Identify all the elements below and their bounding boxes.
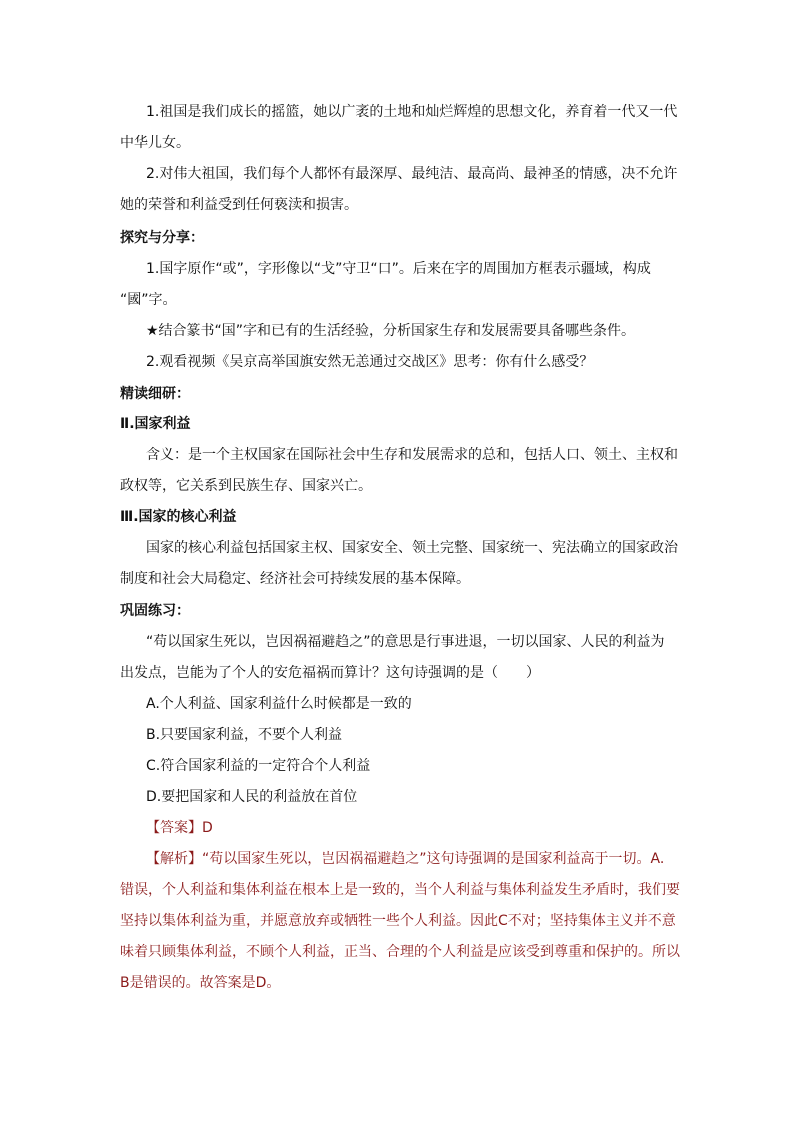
paragraph-line: ★结合篆书“国”字和已有的生活经验，分析国家生存和发展需要具备哪些条件。 bbox=[146, 323, 636, 339]
analysis-line: 【解析】“苟以国家生死以，岂因祸福避趋之”这句诗强调的是国家利益高于一切。A. bbox=[146, 851, 665, 867]
option-b: B.只要国家利益，不要个人利益 bbox=[146, 727, 343, 743]
answer-line: 【答案】D bbox=[146, 820, 213, 836]
question-line: 出发点，岂能为了个人的安危福祸而算计？这句诗强调的是（ ） bbox=[120, 665, 540, 681]
analysis-line: 错误，个人利益和集体利益在根本上是一致的，当个人利益与集体利益发生矛盾时，我们要 bbox=[120, 882, 680, 898]
section-heading: 探究与分享： bbox=[120, 230, 204, 246]
paragraph-line: 1.国字原作“或”，字形像以“戈”守卫“口”。后来在字的周围加方框表示疆域，构成 bbox=[146, 261, 651, 277]
paragraph-line: 国家的核心利益包括国家主权、国家安全、领土完整、国家统一、宪法确立的国家政治 bbox=[146, 540, 678, 556]
paragraph-line: 2.观看视频《吴京高举国旗安然无恙通过交战区》思考：你有什么感受？ bbox=[146, 354, 594, 370]
paragraph-line: “國”字。 bbox=[120, 292, 177, 308]
paragraph-line: 她的荣誉和利益受到任何亵渎和损害。 bbox=[120, 197, 358, 213]
section-heading: 精读细研： bbox=[120, 386, 190, 402]
analysis-line: 坚持以集体利益为重，并愿意放弃或牺牲一些个人利益。因此C不对；坚持集体主义并不意 bbox=[120, 913, 676, 929]
paragraph-line: 制度和社会大局稳定、经济社会可持续发展的基本保障。 bbox=[120, 571, 470, 587]
option-d: D.要把国家和人民的利益放在首位 bbox=[146, 789, 358, 805]
paragraph-line: 1.祖国是我们成长的摇篮，她以广袤的土地和灿烂辉煌的思想文化，养育着一代又一代 bbox=[146, 104, 678, 120]
analysis-line: B是错误的。故答案是D。 bbox=[120, 975, 281, 991]
section-heading: 巩固练习： bbox=[120, 603, 190, 619]
option-c: C.符合国家利益的一定符合个人利益 bbox=[146, 758, 371, 774]
paragraph-line: 2.对伟大祖国，我们每个人都怀有最深厚、最纯洁、最高尚、最神圣的情感，决不允许 bbox=[146, 166, 678, 182]
paragraph-line: 含义：是一个主权国家在国际社会中生存和发展需求的总和，包括人口、领土、主权和 bbox=[146, 447, 678, 463]
paragraph-line: 政权等，它关系到民族生存、国家兴亡。 bbox=[120, 478, 372, 494]
option-a: A.个人利益、国家利益什么时候都是一致的 bbox=[146, 696, 412, 712]
question-line: “苟以国家生死以，岂因祸福避趋之”的意思是行事进退，一切以国家、人民的利益为 bbox=[146, 634, 665, 650]
analysis-line: 味着只顾集体利益，不顾个人利益，正当、合理的个人利益是应该受到尊重和保护的。所以 bbox=[120, 944, 680, 960]
subsection-heading: Ⅱ.国家利益 bbox=[120, 416, 191, 432]
subsection-heading: Ⅲ.国家的核心利益 bbox=[120, 509, 237, 525]
paragraph-line: 中华儿女。 bbox=[120, 135, 190, 151]
